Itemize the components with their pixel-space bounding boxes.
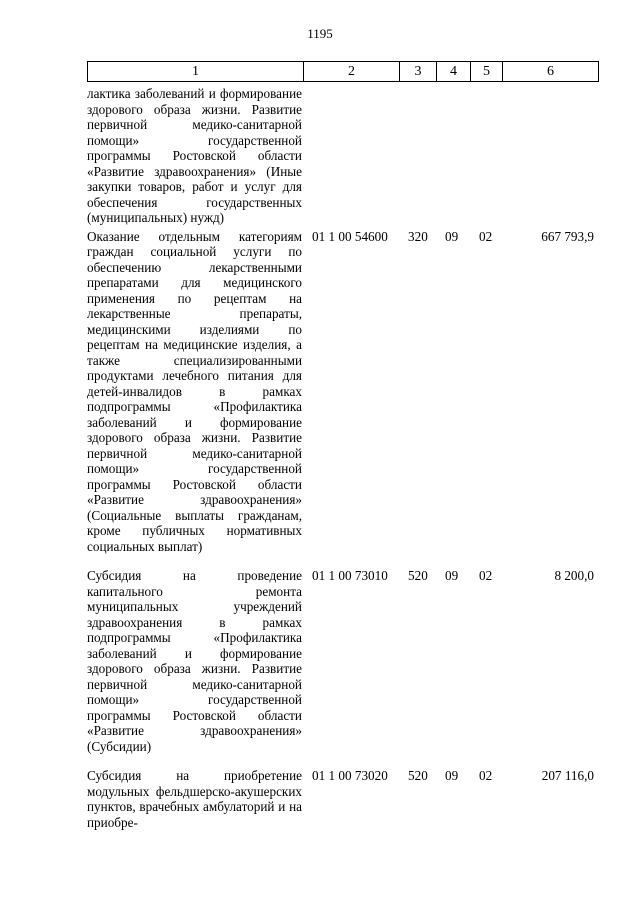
row-section: 09: [445, 568, 459, 583]
row-expense-type: 320: [408, 228, 428, 244]
row-subsection: 02: [479, 768, 493, 783]
row-description: лактика заболеваний и формирование здорового образа жизни. Развитие первичной медико-санитарной помощи» государственной программы Ростовской области «Развитие здравоохранения» (Иные закупки товаров, работ и услуг для обеспечения государственных (муниципальных) нужд): [87, 86, 302, 225]
column-header-row: [87, 61, 599, 82]
table-row: [87, 568, 598, 754]
page-number: 1195: [307, 26, 333, 41]
row-amount: 8 200,0: [554, 568, 594, 583]
column-header-2: 2: [304, 62, 400, 82]
row-description: Субсидия на приобретение модульных фельдшерско-акушерских пунктов, врачебных амбулаторий и на приобре-: [87, 768, 302, 830]
row-description: Субсидия на проведение капитального ремонта муниципальных учреждений здравоохранения в рамках подпрограммы «Профилактика заболеваний и формирование здорового образа жизни. Развитие первичной медико-санитарной помощи» государственной программы Ростовской области «Развитие здравоохранения» (Субсидии): [87, 568, 302, 754]
column-header-6: 6: [503, 62, 599, 82]
row-target-code: 01 1 00 54600: [312, 228, 388, 244]
row-description: Оказание отдельным категориям граждан социальной услуги по обеспечению лекарственными препаратами для медицинского применения по рецептам на лекарственные препараты, медицинскими изделиями по рецептам на медицинские изделия, а также специализированными продуктами лечебного питания для детей-инвалидов в рамках подпрограммы «Профилактика заболеваний и формирование здорового образа жизни. Развитие первичной медико-санитарной помощи» государственной программы Ростовской области «Развитие здравоохранения» (Социальные выплаты гражданам, кроме публичных нормативных социальных выплат): [87, 228, 302, 554]
row-subsection: 02: [479, 568, 493, 583]
table-row: [87, 768, 598, 830]
column-header-1: 1: [88, 62, 304, 82]
table-row: [87, 86, 598, 226]
table-row: [87, 229, 598, 555]
column-header-4: 4: [437, 62, 471, 82]
row-amount: 667 793,9: [541, 228, 594, 244]
row-expense-type: 520: [408, 768, 428, 783]
row-section: 09: [445, 768, 459, 783]
row-target-code: 01 1 00 73010: [312, 568, 388, 583]
column-header-3: 3: [400, 62, 437, 82]
row-section: 09: [445, 228, 459, 244]
row-target-code: 01 1 00 73020: [312, 768, 388, 783]
budget-table-body: [87, 86, 598, 830]
row-expense-type: 520: [408, 568, 428, 583]
row-amount: 207 116,0: [541, 768, 594, 783]
column-header-5: 5: [471, 62, 503, 82]
row-subsection: 02: [479, 228, 493, 244]
